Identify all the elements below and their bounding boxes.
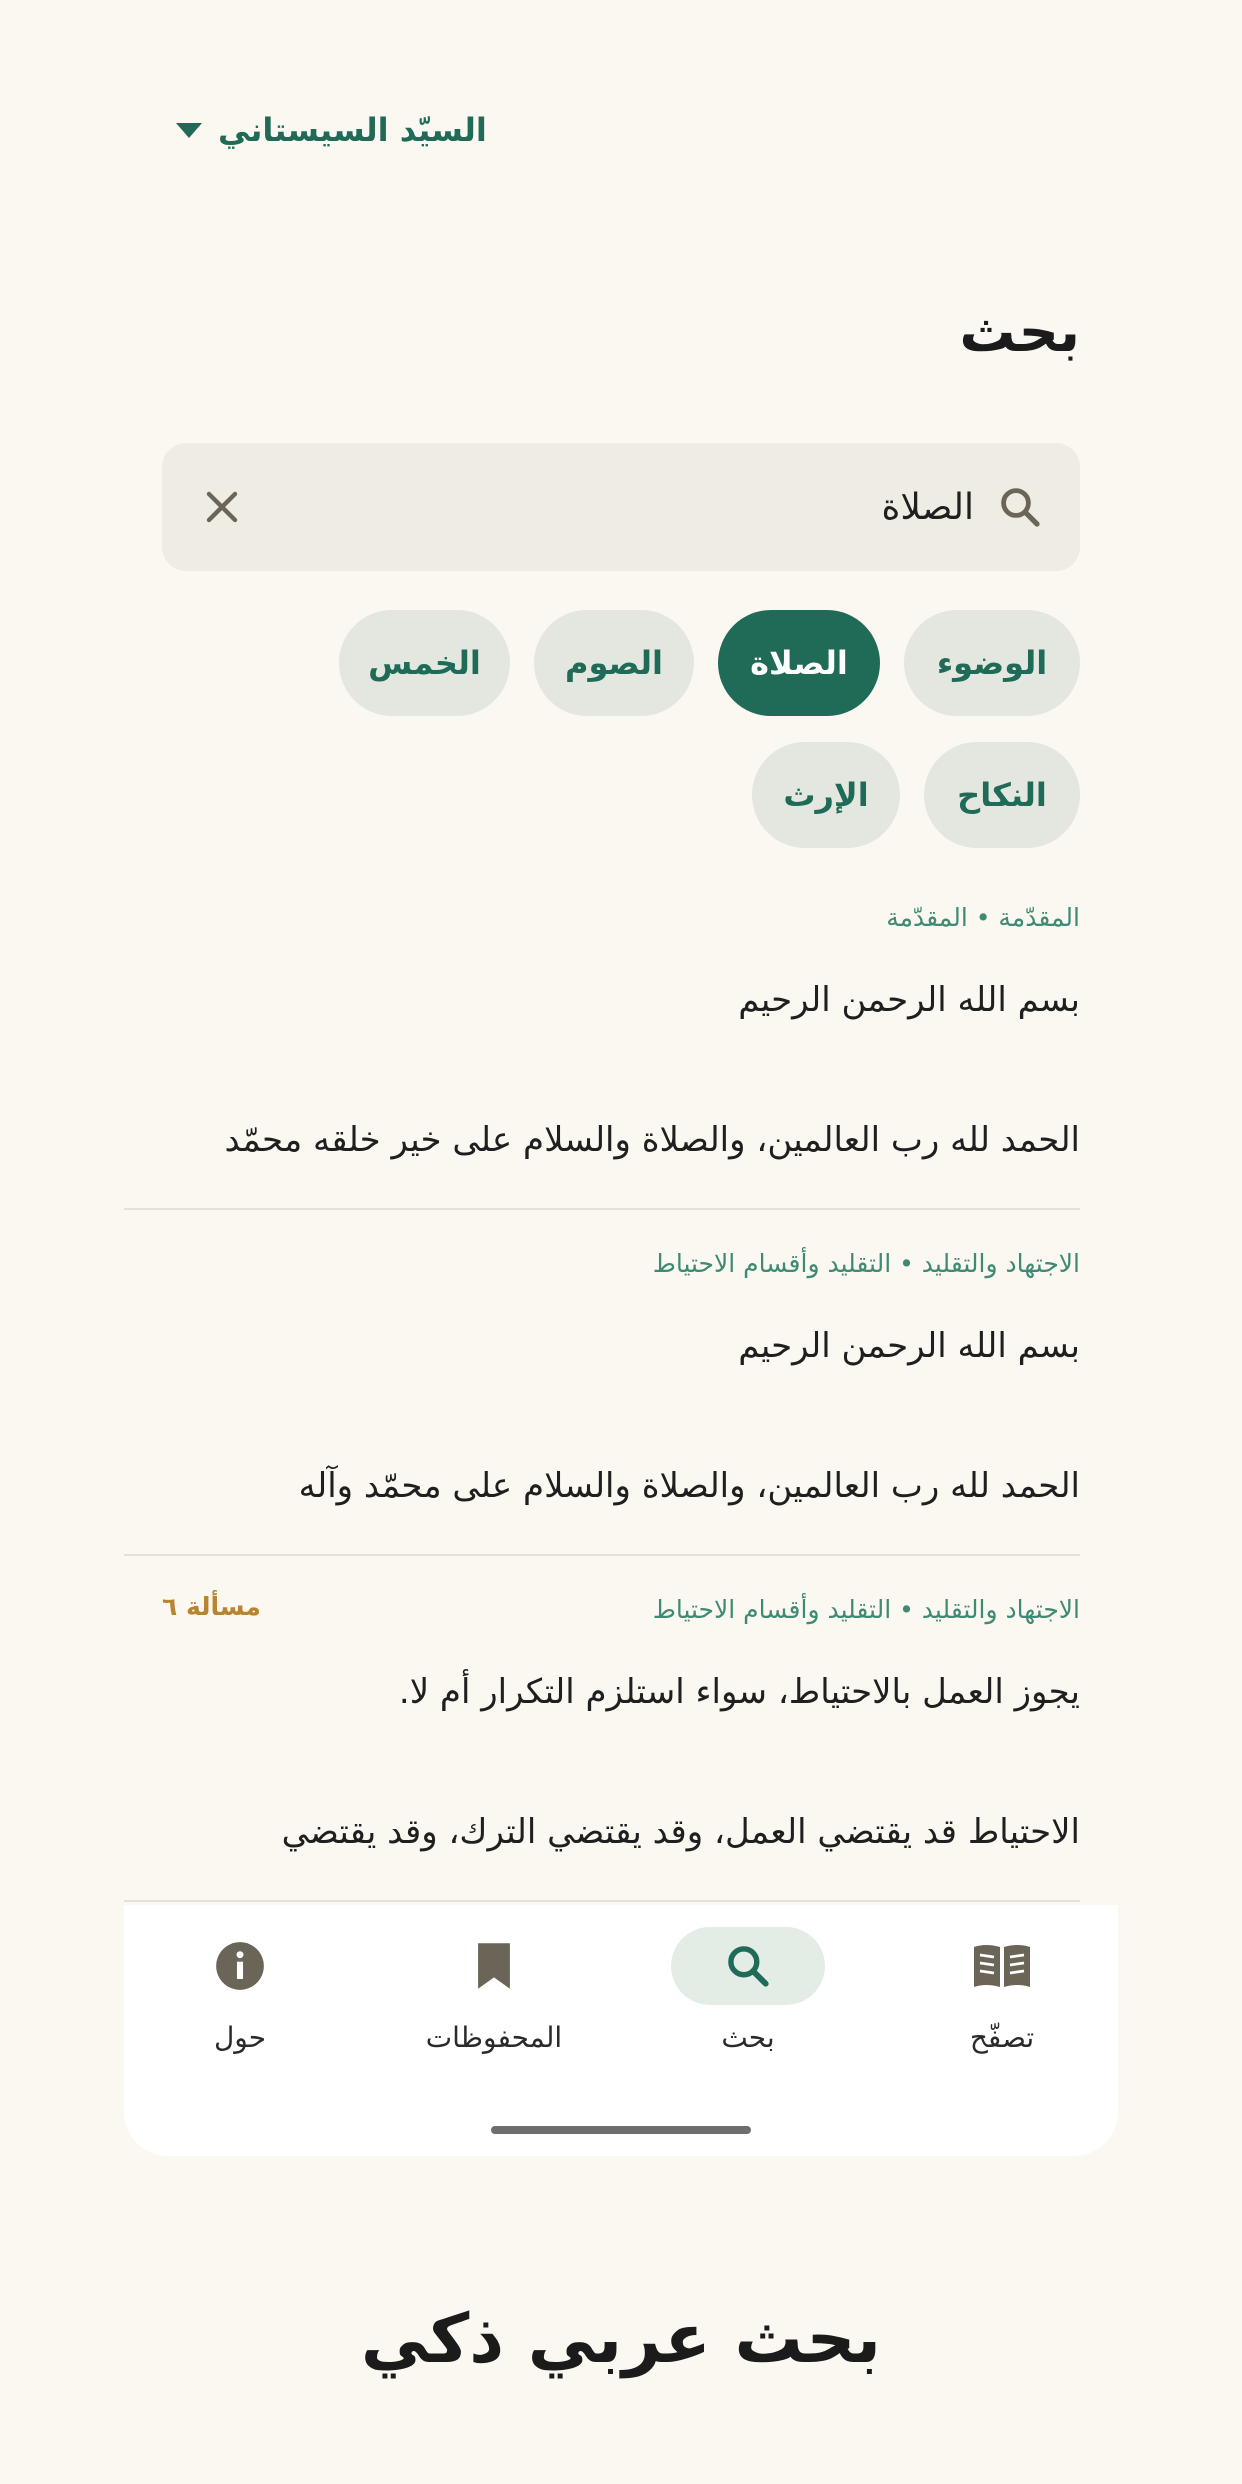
nav-bookmarks[interactable] <box>394 1927 594 2087</box>
page-title: بحث <box>959 300 1080 365</box>
nav-browse-label: تصفّح <box>969 2021 1035 2054</box>
result-line: الحمد لله رب العالمين، والصلاة والسلام على محمّد وآله <box>298 1466 1080 1506</box>
divider <box>124 1900 1080 1902</box>
info-icon <box>214 1940 266 1992</box>
nav-bookmarks-pill <box>417 1927 571 2005</box>
chip-irth[interactable]: الإرث <box>752 742 900 848</box>
result-line: بسم الله الرحمن الرحيم <box>738 980 1080 1020</box>
marja-selector[interactable] <box>176 106 487 154</box>
search-icon <box>996 483 1044 531</box>
masala-badge: مسألة ٦ <box>162 1592 261 1621</box>
result-item[interactable] <box>124 1592 1080 1892</box>
search-input[interactable] <box>246 477 974 537</box>
result-line: الاحتياط قد يقتضي العمل، وقد يقتضي الترك، وقد يقتضي <box>281 1812 1080 1852</box>
result-line: يجوز العمل بالاحتياط، سواء استلزم التكرار أم لا. <box>398 1672 1080 1712</box>
nav-search-pill <box>671 1927 825 2005</box>
chip-wudu[interactable]: الوضوء <box>904 610 1080 716</box>
clear-icon[interactable] <box>198 483 246 531</box>
result-item[interactable] <box>124 1246 1080 1546</box>
bookmark-icon <box>475 1941 513 1991</box>
nav-browse-pill <box>925 1927 1079 2005</box>
result-item[interactable] <box>124 900 1080 1200</box>
search-icon <box>723 1941 773 1991</box>
home-indicator <box>491 2126 751 2134</box>
search-bar <box>162 443 1080 571</box>
book-icon <box>972 1943 1032 1989</box>
result-line: الحمد لله رب العالمين، والصلاة والسلام على خير خلقه محمّد <box>224 1120 1080 1160</box>
caret-down-icon <box>176 123 202 138</box>
tagline: بحث عربي ذكي <box>360 2300 882 2379</box>
chip-salat[interactable]: الصلاة <box>718 610 880 716</box>
chip-nikah[interactable]: النكاح <box>924 742 1080 848</box>
nav-about-pill <box>163 1927 317 2005</box>
marja-name: السيّد السيستاني <box>218 111 487 149</box>
chip-khums[interactable]: الخمس <box>339 610 510 716</box>
divider <box>124 1208 1080 1210</box>
bottom-navigation <box>124 1905 1118 2156</box>
result-breadcrumb: الاجتهاد والتقليد • التقليد وأقسام الاحتياط <box>652 1249 1080 1278</box>
chip-sawm[interactable]: الصوم <box>534 610 694 716</box>
nav-search-label: بحث <box>721 2021 775 2054</box>
nav-browse[interactable] <box>902 1927 1102 2087</box>
result-breadcrumb: المقدّمة • المقدّمة <box>886 903 1080 932</box>
nav-search[interactable] <box>648 1927 848 2087</box>
divider <box>124 1554 1080 1556</box>
nav-bookmarks-label: المحفوظات <box>425 2021 563 2054</box>
nav-about[interactable] <box>140 1927 340 2087</box>
result-breadcrumb: الاجتهاد والتقليد • التقليد وأقسام الاحتياط <box>652 1595 1080 1624</box>
result-line: بسم الله الرحمن الرحيم <box>738 1326 1080 1366</box>
nav-about-label: حول <box>213 2021 267 2054</box>
